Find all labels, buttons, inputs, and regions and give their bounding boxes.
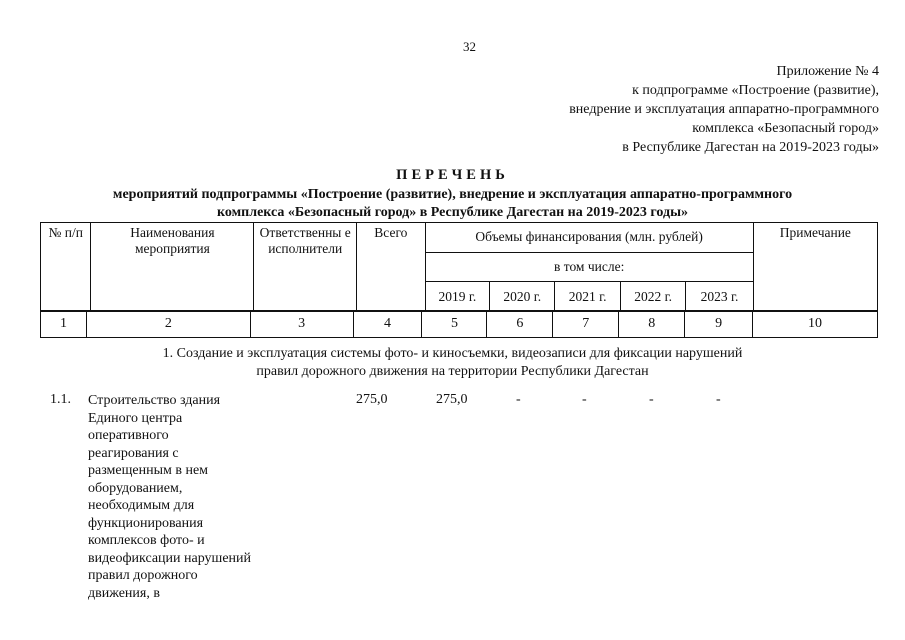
column-number: 8 bbox=[619, 311, 685, 338]
column-number: 6 bbox=[487, 311, 553, 338]
appendix-line: комплекса «Безопасный город» bbox=[692, 121, 879, 136]
header-name: Наименования мероприятия bbox=[91, 223, 254, 312]
header-total: Всего bbox=[357, 223, 426, 312]
appendix-line: Приложение № 4 bbox=[776, 64, 879, 79]
appendix-line: в Республике Дагестан на 2019-2023 годы» bbox=[622, 140, 879, 155]
row-name: Строительство здания Единого центра оперативного реагирования с размещенным в нем оборудованием, необходимым для функционирования комплексов фото- и видеофиксации нарушений правил дорожного движения, в bbox=[88, 393, 252, 601]
row-number: 1.1. bbox=[50, 392, 71, 407]
column-number: 10 bbox=[753, 311, 878, 338]
row-2021: - bbox=[582, 392, 587, 407]
subtitle-line: мероприятий подпрограммы «Построение (развитие), внедрение и эксплуатация аппаратно-программного bbox=[112, 187, 793, 202]
appendix-line: внедрение и эксплуатация аппаратно-программного bbox=[569, 102, 879, 117]
header-num: № п/п bbox=[41, 223, 91, 312]
header-year: 2023 г. bbox=[686, 282, 753, 312]
header-responsible: Ответственны е исполнители bbox=[254, 223, 357, 312]
section-heading bbox=[0, 345, 905, 381]
page-number: 32 bbox=[463, 39, 476, 54]
header-year: 2022 г. bbox=[620, 282, 685, 312]
section-line: правил дорожного движения на территории Республики Дагестан bbox=[256, 364, 649, 379]
column-number: 7 bbox=[553, 311, 619, 338]
header-year: 2019 г. bbox=[425, 282, 489, 312]
header-including: в том числе: bbox=[425, 252, 753, 282]
row-2020: - bbox=[516, 392, 521, 407]
appendix-line: к подпрограмме «Построение (развитие), bbox=[632, 83, 879, 98]
row-2023: - bbox=[716, 392, 721, 407]
column-number: 1 bbox=[41, 311, 87, 338]
document-subtitle bbox=[0, 186, 905, 222]
header-financing: Объемы финансирования (млн. рублей) bbox=[425, 223, 753, 253]
column-number: 9 bbox=[685, 311, 753, 338]
section-line: 1. Создание и эксплуатация системы фото- и киносъемки, видеозаписи для фиксации нарушений bbox=[162, 346, 743, 361]
column-number: 5 bbox=[422, 311, 487, 338]
column-number: 2 bbox=[86, 311, 250, 338]
column-numbers-row bbox=[40, 310, 878, 338]
row-2022: - bbox=[649, 392, 654, 407]
header-year: 2020 г. bbox=[490, 282, 555, 312]
header-year: 2021 г. bbox=[555, 282, 620, 312]
column-number: 3 bbox=[250, 311, 353, 338]
column-number: 4 bbox=[353, 311, 422, 338]
document-heading: ПЕРЕЧЕНЬ bbox=[396, 167, 509, 183]
header-note: Примечание bbox=[753, 223, 877, 312]
appendix-reference bbox=[569, 62, 879, 157]
row-total: 275,0 bbox=[356, 392, 388, 407]
row-2019: 275,0 bbox=[436, 392, 468, 407]
table-header bbox=[40, 222, 878, 312]
subtitle-line: комплекса «Безопасный город» в Республике Дагестан на 2019-2023 годы» bbox=[217, 205, 688, 220]
